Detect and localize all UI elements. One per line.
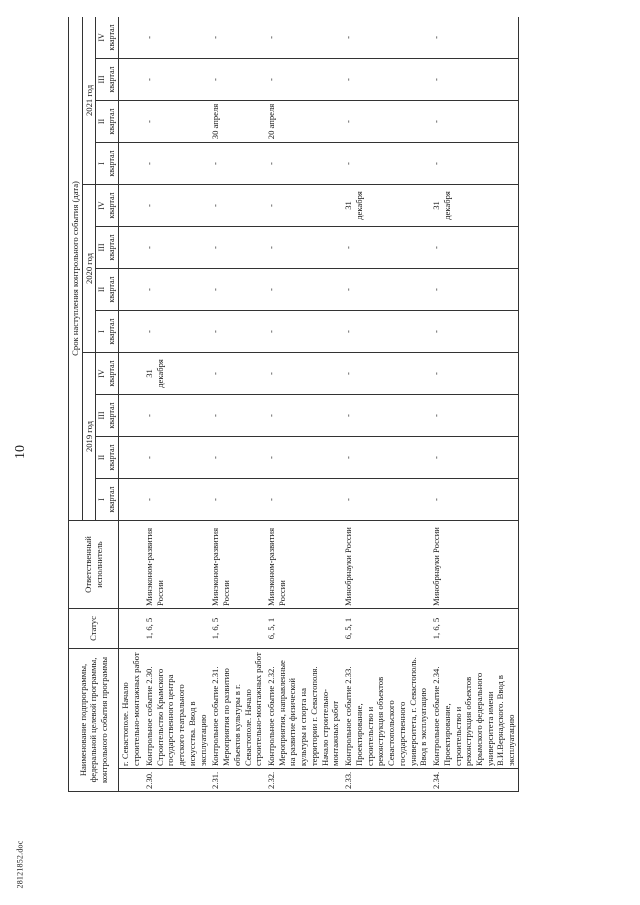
- row-responsible: Минэконом-развития России: [143, 521, 209, 609]
- quarter-numeral: IV: [97, 201, 107, 210]
- quarter-word: квартал: [107, 24, 117, 51]
- deadline-cell: -: [209, 269, 265, 311]
- deadline-cell: [119, 101, 143, 143]
- row-status: 1, 6, 5: [430, 609, 518, 649]
- deadline-cell: -: [342, 479, 430, 521]
- quarter-word: квартал: [107, 360, 117, 387]
- header-quarter: [96, 101, 119, 143]
- quarter-word: квартал: [107, 318, 117, 345]
- deadline-cell: -: [265, 143, 342, 185]
- deadline-cell: -: [430, 395, 518, 437]
- quarter-word: квартал: [107, 402, 117, 429]
- row-status: 6, 5, 1: [342, 609, 430, 649]
- deadline-cell: -: [143, 269, 209, 311]
- row-number: 2.34.: [430, 769, 518, 792]
- deadline-cell: -: [430, 59, 518, 101]
- row-responsible: Минэконом-развития России: [209, 521, 265, 609]
- quarter-word: квартал: [107, 150, 117, 177]
- deadline-cell: -: [209, 59, 265, 101]
- deadline-cell: 31 декабря: [430, 185, 518, 227]
- header-year: 2019 год: [82, 353, 96, 521]
- control-events-table: [68, 17, 519, 792]
- deadline-cell: -: [342, 353, 430, 395]
- row-name: Контрольное событие 2.31. Мероприятия по развитию объектов культуры в г. Севастополе. Начало строительно-монтажных работ: [209, 649, 265, 769]
- quarter-word: квартал: [107, 444, 117, 471]
- table-row: [342, 17, 430, 792]
- deadline-cell: -: [430, 437, 518, 479]
- table-row: [119, 17, 143, 792]
- row-name: Контрольное событие 2.30. Строительство Крымского государственного центра детского театрального искусства. Ввод в эксплуатацию: [143, 649, 209, 769]
- header-quarter: [96, 227, 119, 269]
- document-code: 28121852.doc: [15, 840, 25, 889]
- deadline-cell: -: [143, 311, 209, 353]
- row-name: г. Севастополе. Начало строительно-монтажных работ: [119, 649, 143, 769]
- row-name: Контрольное событие 2.32. Мероприятия, направленные на развитие физической культуры и спорта на территории г. Севастополя. Начало строительно-монтажных работ: [265, 649, 342, 769]
- deadline-cell: [119, 59, 143, 101]
- header-year: 2021 год: [82, 17, 96, 185]
- deadline-cell: -: [143, 59, 209, 101]
- header-quarter: [96, 185, 119, 227]
- deadline-cell: -: [430, 479, 518, 521]
- quarter-numeral: II: [97, 454, 107, 461]
- header-quarter: [96, 437, 119, 479]
- table-row: [430, 17, 518, 792]
- header-quarter: [96, 269, 119, 311]
- deadline-cell: -: [430, 269, 518, 311]
- deadline-cell: [119, 17, 143, 59]
- header-quarter: [96, 353, 119, 395]
- quarter-numeral: I: [97, 330, 107, 333]
- table-row: [265, 17, 342, 792]
- deadline-cell: -: [265, 395, 342, 437]
- deadline-cell: -: [209, 479, 265, 521]
- deadline-cell: [119, 143, 143, 185]
- row-number: 2.33.: [342, 769, 430, 792]
- deadline-cell: -: [430, 101, 518, 143]
- deadline-cell: -: [342, 143, 430, 185]
- header-quarter: [96, 17, 119, 59]
- row-responsible: Минэконом-развития России: [265, 521, 342, 609]
- deadline-cell: -: [143, 479, 209, 521]
- deadline-cell: -: [342, 437, 430, 479]
- deadline-cell: -: [143, 185, 209, 227]
- deadline-cell: 31 декабря: [342, 185, 430, 227]
- quarter-word: квартал: [107, 486, 117, 513]
- deadline-cell: -: [209, 311, 265, 353]
- deadline-cell: 30 апреля: [209, 101, 265, 143]
- deadline-cell: -: [342, 269, 430, 311]
- header-quarter: [96, 59, 119, 101]
- deadline-cell: -: [209, 395, 265, 437]
- row-number: 2.30.: [143, 769, 209, 792]
- quarter-word: квартал: [107, 192, 117, 219]
- quarter-numeral: III: [97, 243, 107, 252]
- table-body: [119, 17, 518, 792]
- quarter-numeral: II: [97, 286, 107, 293]
- deadline-cell: -: [143, 101, 209, 143]
- row-number: [119, 769, 143, 792]
- deadline-cell: -: [342, 101, 430, 143]
- header-status: Статус: [69, 609, 119, 649]
- deadline-cell: [119, 479, 143, 521]
- header-quarter: [96, 311, 119, 353]
- deadline-cell: -: [209, 185, 265, 227]
- header-row-1: [69, 17, 83, 792]
- deadline-cell: -: [342, 311, 430, 353]
- deadline-cell: -: [430, 17, 518, 59]
- deadline-cell: -: [265, 269, 342, 311]
- deadline-cell: -: [209, 17, 265, 59]
- deadline-cell: -: [209, 143, 265, 185]
- deadline-cell: -: [265, 479, 342, 521]
- deadline-cell: 20 апреля: [265, 101, 342, 143]
- quarter-numeral: II: [97, 118, 107, 125]
- deadline-cell: -: [342, 59, 430, 101]
- deadline-cell: -: [265, 437, 342, 479]
- quarter-word: квартал: [107, 234, 117, 261]
- deadline-cell: [119, 311, 143, 353]
- quarter-numeral: IV: [97, 33, 107, 42]
- header-quarter: [96, 479, 119, 521]
- deadline-cell: -: [430, 311, 518, 353]
- table-row: [143, 17, 209, 792]
- row-responsible: Минобрнауки России: [342, 521, 430, 609]
- deadline-cell: -: [342, 227, 430, 269]
- deadline-cell: [119, 227, 143, 269]
- deadline-cell: -: [430, 227, 518, 269]
- deadline-cell: [119, 353, 143, 395]
- row-number: 2.31.: [209, 769, 265, 792]
- row-responsible: [119, 521, 143, 609]
- deadline-cell: -: [265, 227, 342, 269]
- deadline-cell: -: [265, 17, 342, 59]
- deadline-cell: -: [209, 353, 265, 395]
- row-status: 1, 6, 5: [209, 609, 265, 649]
- deadline-cell: [119, 269, 143, 311]
- deadline-cell: -: [265, 59, 342, 101]
- header-deadline: Срок наступления контрольного события (дата): [69, 17, 83, 521]
- deadline-cell: [119, 437, 143, 479]
- deadline-cell: -: [143, 395, 209, 437]
- deadline-cell: -: [209, 437, 265, 479]
- row-name: Контрольное событие 2.34. Проектирование, строительство и реконструкция объектов Крымского федерального университета имени В.И.Вернадского. Ввод в эксплуатацию: [430, 649, 518, 769]
- deadline-cell: [119, 395, 143, 437]
- deadline-cell: -: [265, 353, 342, 395]
- header-quarter: [96, 395, 119, 437]
- quarter-word: квартал: [107, 276, 117, 303]
- page-number: 10: [13, 445, 28, 459]
- deadline-cell: -: [342, 395, 430, 437]
- deadline-cell: -: [209, 227, 265, 269]
- quarter-word: квартал: [107, 66, 117, 93]
- table-viewport: [68, 17, 620, 792]
- row-number: 2.32.: [265, 769, 342, 792]
- table-row: [209, 17, 265, 792]
- header-year: 2020 год: [82, 185, 96, 353]
- row-name: Контрольное событие 2.33. Проектирование, строительство и реконструкция объектов Севастопольского государственного университета, г. Севастополь. Ввод в эксплуатацию: [342, 649, 430, 769]
- deadline-cell: [119, 185, 143, 227]
- table-header: [69, 17, 119, 792]
- deadline-cell: -: [430, 143, 518, 185]
- deadline-cell: -: [143, 143, 209, 185]
- quarter-numeral: I: [97, 162, 107, 165]
- deadline-cell: -: [430, 353, 518, 395]
- quarter-numeral: III: [97, 411, 107, 420]
- rotated-page-content: [68, 17, 620, 792]
- row-status: [119, 609, 143, 649]
- deadline-cell: -: [265, 311, 342, 353]
- deadline-cell: -: [143, 437, 209, 479]
- deadline-cell: -: [342, 17, 430, 59]
- row-status: 6, 5, 1: [265, 609, 342, 649]
- header-quarter: [96, 143, 119, 185]
- quarter-numeral: I: [97, 498, 107, 501]
- deadline-cell: -: [265, 185, 342, 227]
- deadline-cell: -: [143, 17, 209, 59]
- quarter-numeral: III: [97, 75, 107, 84]
- row-responsible: Минобрнауки России: [430, 521, 518, 609]
- header-responsible: Ответственный исполнитель: [69, 521, 119, 609]
- header-name: Наименование подпрограммы, федеральной целевой программы, контрольного события программы: [69, 649, 119, 792]
- deadline-cell: 31 декабря: [143, 353, 209, 395]
- quarter-word: квартал: [107, 108, 117, 135]
- quarter-numeral: IV: [97, 369, 107, 378]
- row-status: 1, 6, 5: [143, 609, 209, 649]
- deadline-cell: -: [143, 227, 209, 269]
